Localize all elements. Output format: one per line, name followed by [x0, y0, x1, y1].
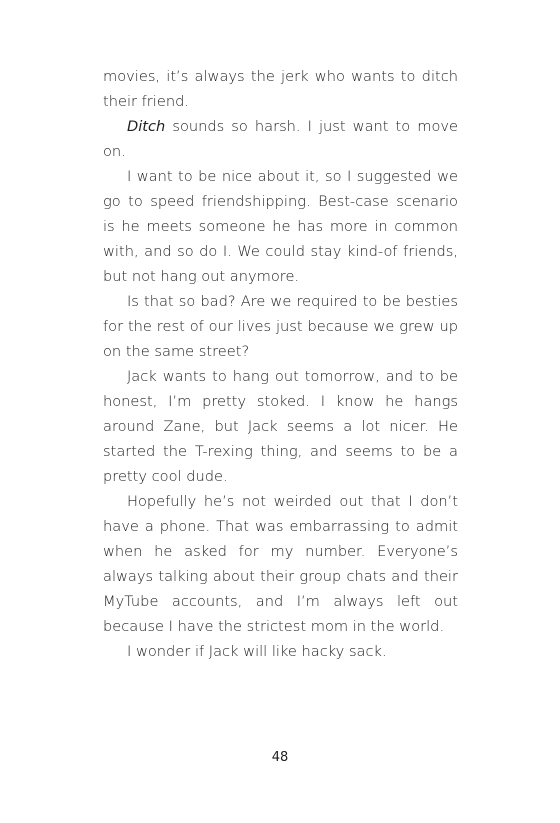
paragraph-6-text: Hopefully he’s not weirded out that I don’t have a phone. That was embarrassing to admit when he asked for my number. Everyone’s always talking about their group chats and their MyTube accounts, and I’m always left out because I have the strictest mom in the world.	[103, 493, 458, 635]
paragraph-4-text: Is that so bad? Are we required to be besties for the rest of our lives just because we grew up on the same street?	[103, 293, 458, 360]
paragraph-3-text: I want to be nice about it, so I suggested we go to speed friendshipping. Best-case scenario is he meets someone he has more in common with, and so do I. We could stay kind-of friends, but not hang out anymore.	[103, 168, 458, 285]
paragraph-4	[103, 289, 458, 364]
page-number: 48	[271, 750, 289, 765]
paragraph-3	[103, 164, 458, 289]
paragraph-1-text: movies, it’s always the jerk who wants to ditch their friend.	[103, 68, 458, 110]
book-page-body	[103, 64, 458, 664]
paragraph-2	[103, 114, 458, 164]
paragraph-1	[103, 64, 458, 114]
paragraph-7-text: I wonder if Jack will like hacky sack.	[127, 643, 387, 660]
paragraph-5-text: Jack wants to hang out tomorrow, and to be honest, I’m pretty stoked. I know he hangs around Zane, but Jack seems a lot nicer. He started the T-rexing thing, and seems to be a pretty cool dude.	[103, 368, 458, 485]
paragraph-2-text: sounds so harsh. I just want to move on.	[103, 118, 458, 160]
paragraph-2-italic-lead: Ditch	[127, 118, 166, 135]
paragraph-5	[103, 364, 458, 489]
paragraph-6	[103, 489, 458, 639]
paragraph-7	[103, 639, 458, 664]
